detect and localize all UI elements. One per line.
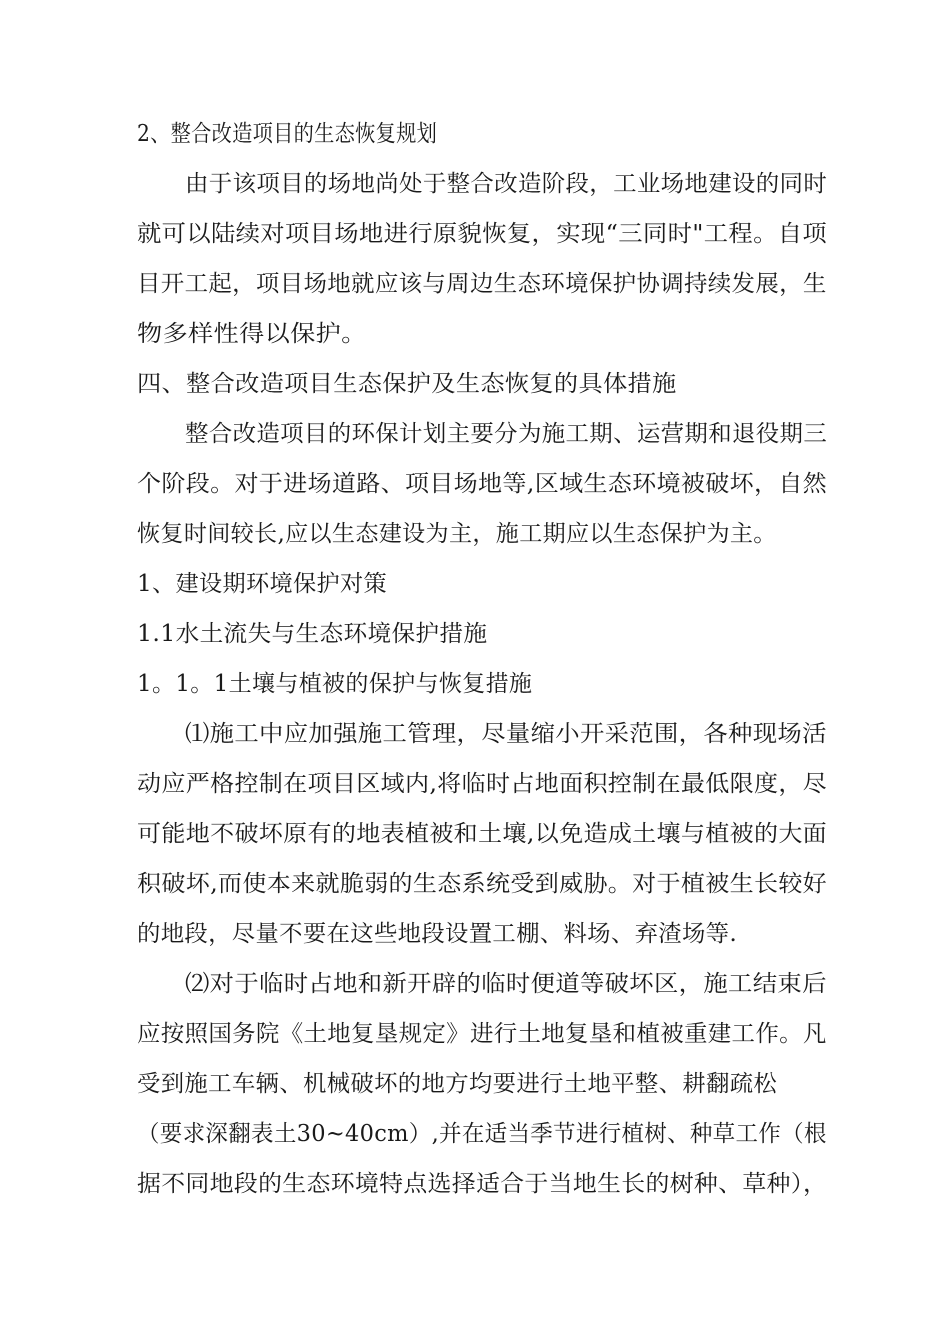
paragraph-line: 恢复时间较长,应以生态建设为主，施工期应以生态保护为主。 <box>137 521 777 547</box>
section-heading: 2、整合改造项目的生态恢复规划 <box>137 121 438 147</box>
paragraph-line: 个阶段。对于进场道路、项目场地等,区域生态环境被破坏，自然 <box>137 471 828 497</box>
paragraph-line: 目开工起，项目场地就应该与周边生态环境保护协调持续发展，生 <box>137 271 827 297</box>
paragraph-line: 物多样性得以保护。 <box>137 321 367 347</box>
paragraph-line: 可能地不破坏原有的地表植被和土壤,以免造成土壤与植被的大面 <box>137 821 828 847</box>
paragraph-line: 受到施工车辆、机械破坏的地方均要进行土地平整、耕翻疏松 <box>137 1071 778 1097</box>
section-heading: 1、建设期环境保护对策 <box>137 571 387 597</box>
paragraph-line: （要求深翻表土30~40cm）,并在适当季节进行植树、种草工作（根 <box>137 1121 827 1147</box>
paragraph-line: 据不同地段的生态环境特点选择适合于当地生长的树种、草种）， <box>137 1171 828 1197</box>
paragraph-line: 就可以陆续对项目场地进行原貌恢复，实现“三同时"工程。自项 <box>137 221 828 247</box>
paragraph-line: 整合改造项目的环保计划主要分为施工期、运营期和退役期三 <box>185 421 828 447</box>
paragraph-line: 动应严格控制在项目区域内,将临时占地面积控制在最低限度，尽 <box>137 771 828 797</box>
paragraph-line: 应按照国务院《土地复垦规定》进行土地复垦和植被重建工作。凡 <box>137 1021 827 1047</box>
section-heading: 四、整合改造项目生态保护及生态恢复的具体措施 <box>137 371 677 397</box>
paragraph-line: 积破坏,而使本来就脆弱的生态系统受到威胁。对于植被生长较好 <box>137 871 828 897</box>
paragraph-line: 由于该项目的场地尚处于整合改造阶段，工业场地建设的同时 <box>185 171 828 197</box>
paragraph-line: ⑴施工中应加强施工管理，尽量缩小开采范围，各种现场活 <box>185 721 827 747</box>
paragraph-line: ⑵对于临时占地和新开辟的临时便道等破坏区，施工结束后 <box>185 971 827 997</box>
paragraph-line: 的地段，尽量不要在这些地段设置工棚、料场、弃渣场等. <box>137 921 738 947</box>
section-heading: 1.1水土流失与生态环境保护措施 <box>137 621 488 647</box>
section-heading: 1。1。1土壤与植被的保护与恢复措施 <box>137 671 533 697</box>
